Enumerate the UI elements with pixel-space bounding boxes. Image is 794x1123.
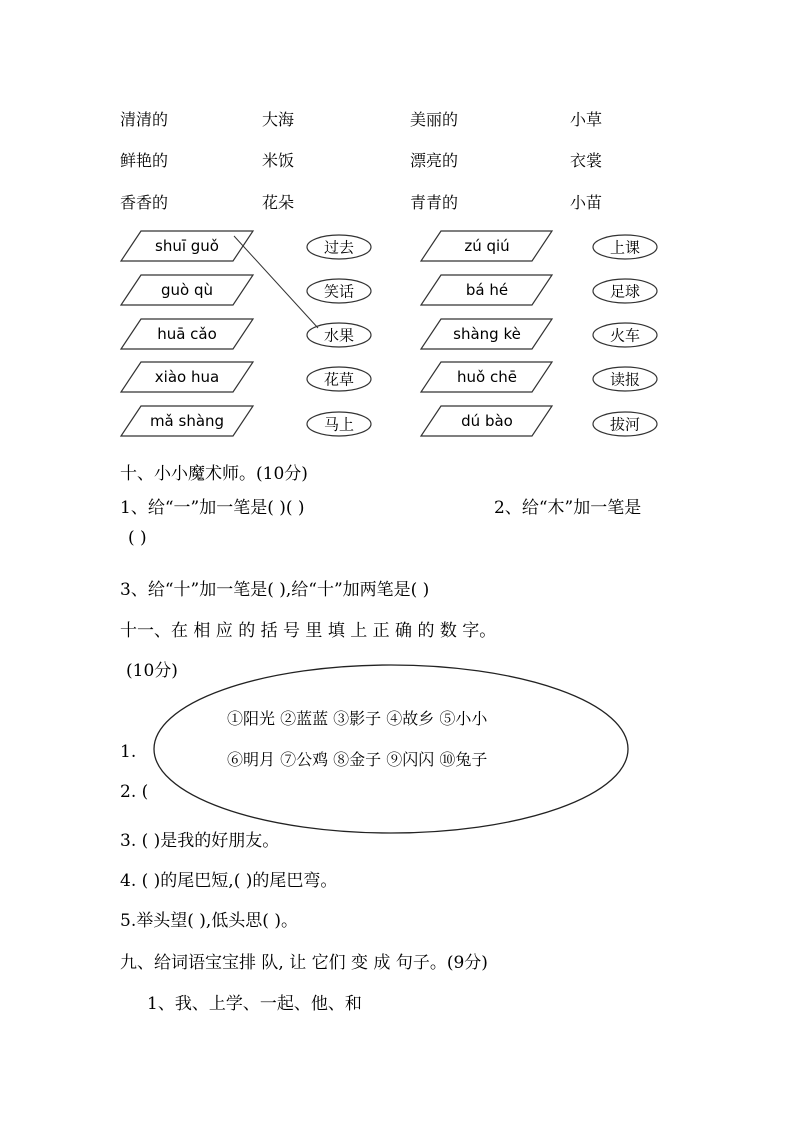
pinyin-label: huā cǎo <box>157 325 217 343</box>
oval-word: 足球 <box>609 282 641 301</box>
question-text: 3. ( )是我的好朋友。 <box>120 831 280 851</box>
question-text: 1. <box>120 742 137 762</box>
word-item: 小草 <box>570 110 603 129</box>
pinyin-label: xiào hua <box>154 368 220 386</box>
oval-word: 读报 <box>609 370 641 389</box>
oval-word: 过去 <box>323 238 355 257</box>
question-text: 1、给“一”加一笔是( )( ) <box>120 498 305 518</box>
question-text: 2. ( <box>120 782 149 802</box>
section-score: (10分) <box>126 661 178 681</box>
section-title: 九、给词语宝宝排 队, 让 它们 变 成 句子。(9分) <box>120 953 488 973</box>
word-item: 青青的 <box>410 193 459 212</box>
word-item: 美丽的 <box>410 110 459 129</box>
question-text: 4. ( )的尾巴短,( )的尾巴弯。 <box>120 871 338 891</box>
options-line: ①阳光 ②蓝蓝 ③影子 ④故乡 ⑤小小 <box>227 709 488 728</box>
question-text: 2、给“木”加一笔是 <box>494 498 642 518</box>
oval-word: 笑话 <box>323 282 355 301</box>
pinyin-label: guò qù <box>160 281 214 299</box>
section-title: 十一、在 相 应 的 括 号 里 填 上 正 确 的 数 字。 <box>120 621 497 641</box>
oval-word: 水果 <box>323 326 355 345</box>
word-item: 小苗 <box>570 193 603 212</box>
word-item: 清清的 <box>120 110 169 129</box>
word-item: 大海 <box>262 110 295 129</box>
word-item: 鲜艳的 <box>120 151 169 170</box>
section-title: 十、小小魔术师。(10分) <box>120 464 308 484</box>
answer-blank: ( ) <box>128 528 147 548</box>
word-item: 花朵 <box>262 193 295 212</box>
pinyin-label: dú bào <box>461 412 513 430</box>
question-text: 5.举头望( ),低头思( )。 <box>120 911 298 931</box>
question-text: 1、我、上学、一起、他、和 <box>147 994 362 1014</box>
pinyin-label: bá hé <box>465 281 509 299</box>
options-line: ⑥明月 ⑦公鸡 ⑧金子 ⑨闪闪 ⑩兔子 <box>227 750 488 769</box>
oval-word: 火车 <box>609 326 641 345</box>
word-item: 米饭 <box>262 151 295 170</box>
oval-word: 花草 <box>323 370 355 389</box>
oval-word: 拔河 <box>609 415 641 434</box>
word-item: 香香的 <box>120 193 169 212</box>
pinyin-label: shuī guǒ <box>155 237 219 255</box>
word-item: 漂亮的 <box>410 151 459 170</box>
pinyin-label: mǎ shàng <box>149 412 225 430</box>
pinyin-label: shàng kè <box>453 325 521 343</box>
oval-word: 马上 <box>323 415 355 434</box>
oval-word: 上课 <box>609 238 641 257</box>
pinyin-label: huǒ chē <box>457 368 517 386</box>
pinyin-label: zú qiú <box>464 237 510 255</box>
question-text: 3、给“十”加一笔是( ),给“十”加两笔是( ) <box>120 580 430 600</box>
word-item: 衣裳 <box>570 151 603 170</box>
